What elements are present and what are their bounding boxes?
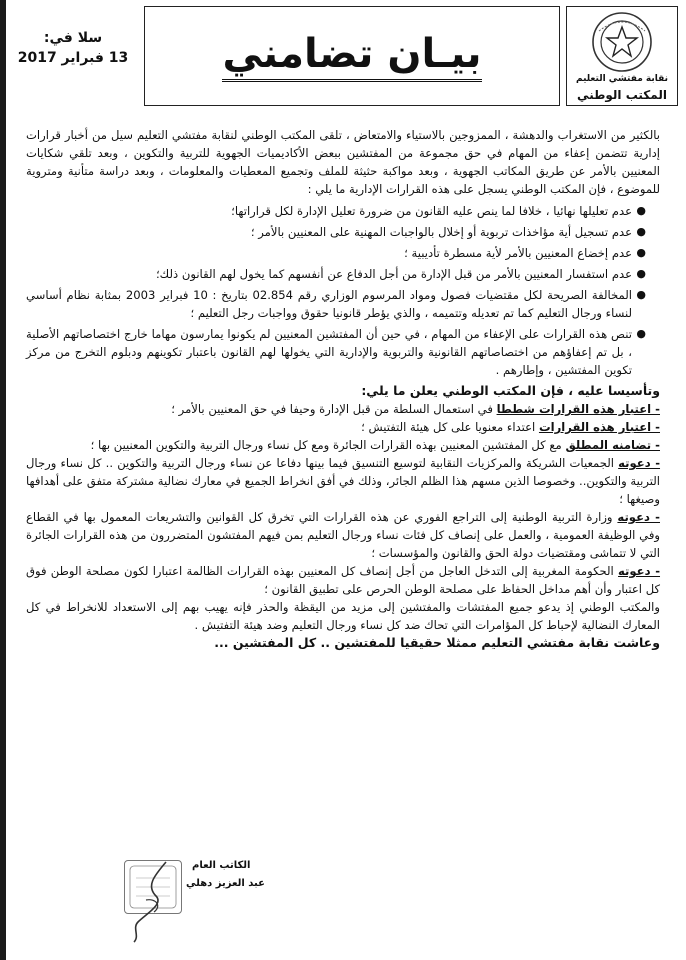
declaration-lead: - دعوته xyxy=(617,510,660,524)
declaration-text: الجمعيات الشريكة والمركزيات النقابية لتوسيع التنسيق فيما بينها دفاعا عن نساء ورجال التربية والتكوين .. كل نساء ورجال التربية والتكوين.. وخصوصا الذين مسهم هذا الظلم الجائر، وذلك في أفق انخراط الجميع في معارك نضالية مشتركة متفق على أهدافها وصيغها ؛ xyxy=(26,456,660,506)
bullet-icon: ● xyxy=(636,327,646,340)
list-item: ● عدم إخضاع المعنيين بالأمر لأية مسطرة تأديبية ؛ xyxy=(404,246,646,260)
document-header xyxy=(8,6,678,106)
declaration-lead: - دعوته xyxy=(618,456,661,470)
list-item: ● تنص هذه القرارات على الإعفاء من المهام ، في حين أن المفتشين المعنيين لم يكونوا يمارسون مهاما خارج اختصاصاتهم الأصلية ، بل تم إعفاؤهم من اختصاصاتهم القانونية والتربوية والإدارية التي يخولها لهم القانون باعتبار تكوينهم ودبلوم التخرج من مركز تكوين المفتشين ، وإطارهم . xyxy=(26,327,646,377)
declaration-text: مع كل المفتشين المعنيين بهذه القرارات الجائرة ومع كل نساء ورجال التربية والتكوين المعنيين بها ؛ xyxy=(90,438,566,452)
observations-list xyxy=(26,202,660,379)
statement-heading: وتأسيسا عليه ، فإن المكتب الوطني يعلن ما يلي: xyxy=(361,383,660,398)
bullet-icon: ● xyxy=(636,267,646,280)
bullet-icon: ● xyxy=(636,204,646,217)
document-title: بيـان تضامني xyxy=(222,31,481,82)
declaration-item xyxy=(26,418,660,436)
declaration-lead: - اعتبار هذه القرارات شططا xyxy=(496,402,660,416)
union-seal-icon xyxy=(591,11,653,73)
bullet-icon: ● xyxy=(636,288,646,301)
declaration-text: اعتداء معنويا على كل هيئة التفتيش ؛ xyxy=(361,420,539,434)
bureau-name: المكتب الوطني xyxy=(577,88,667,102)
declaration-text: وزارة التربية الوطنية إلى التراجع الفوري عن هذه القرارات التي تخرق كل القوانين والتشريعات المعمول بها في القطاع وفي الوظيفة العمومية ، والعمل على إنصاف كل فئات نساء ورجال التعليم بمن فيهم المفتشون المتضررون من هذه القرارات الجائرة التي لا تتماشى ومقتضيات دولة الحق والقانون والمؤسسات ؛ xyxy=(26,510,660,560)
title-box xyxy=(144,6,560,106)
declaration-lead: - دعوته xyxy=(618,564,661,578)
closing-slogan: وعاشت نقابة مفتشي التعليم ممثلا حقيقيا للمفتشين .. كل المفتشين ... xyxy=(214,635,660,650)
declaration-item xyxy=(26,454,660,508)
list-item: ● عدم تعليلها نهائيا ، خلافا لما ينص عليه القانون من ضرورة تعليل الإدارة لكل قراراتها؛ xyxy=(231,204,646,218)
list-item: ● عدم تسجيل أية مؤاخذات تربوية أو إخلال بالواجبات المهنية على المعنيين بالأمر ؛ xyxy=(250,225,646,239)
closing-paragraph: والمكتب الوطني إذ يدعو جميع المفتشات والمفتشين إلى مزيد من اليقظة والحذر فإنه يهيب بهم إلى الاستعداد للانخراط في كل المعارك النضالية لإحباط كل المؤامرات التي تحاك ضد كل نساء ورجال التعليم وضد هيئة التفتيش . xyxy=(26,600,660,632)
declaration-text: الحكومة المغربية إلى التدخل العاجل من أجل إنصاف كل المعنيين بهذه القرارات الظالمة اعتبارا لكون مصلحة الوطن فوق كل اعتبار وأن أهم مداخل الحفاظ على مصلحة الوطن الحرص على تطبيق القانون ؛ xyxy=(26,564,660,596)
signer-title: الكاتب العام xyxy=(192,860,251,871)
date-block xyxy=(8,6,138,106)
logo-caption: نقابة مفتشي التعليم xyxy=(576,74,668,84)
declaration-item xyxy=(26,400,660,418)
declaration-lead: - اعتبار هذه القرارات xyxy=(538,420,660,434)
declaration-item xyxy=(26,436,660,454)
intro-paragraph: بالكثير من الاستغراب والدهشة ، الممزوجين بالاستياء والامتعاض ، تلقى المكتب الوطني لنقابة مفتشي التعليم سيل من أخبار قرارات إدارية تتضمن إعفاء من المهام في حق مجموعة من المفتشين ببعض الأكاديميات الجهوية للتربية والتكوين ، وبعد تلقي شكايات المعنيين بالأمر عن طريق المكاتب الجهوية ، وبعد مواكبة حثيثة للملف وتجميع المعطيات والمعلومات ، وبعد دراسة متأنية ومتروية للموضوع ، فإن المكتب الوطني يسجل على هذه القرارات الإدارية ما يلي : xyxy=(26,128,660,196)
declaration-lead: - تضامنه المطلق xyxy=(565,438,660,452)
place-label: سلا في: xyxy=(43,30,103,46)
bullet-icon: ● xyxy=(636,225,646,238)
union-logo-box xyxy=(566,6,678,106)
handwritten-signature-icon xyxy=(116,856,186,946)
declaration-item xyxy=(26,508,660,562)
list-item: ● المخالفة الصريحة لكل مقتضيات فصول ومواد المرسوم الوزاري رقم 02.854 بتاريخ : 10 فبراير 2003 بمثابة نظام أساسي لنساء ورجال التعليم كما تم تعديله وتتميمه ، والذي يؤطر قانونيا حقوق وواجبات رجل التعليم ؛ xyxy=(26,288,646,320)
declaration-item xyxy=(26,562,660,598)
signer-name: عبد العزيز دهلي xyxy=(186,878,265,889)
declaration-text: في استعمال السلطة من قبل الإدارة وحيفا في حق المعنيين بالأمر ؛ xyxy=(171,402,497,416)
bullet-icon: ● xyxy=(636,246,646,259)
document-date: 13 فبراير 2017 xyxy=(17,50,129,66)
list-item: ● عدم استفسار المعنيين بالأمر من قبل الإدارة من أجل الدفاع عن أنفسهم كما يخول لهم القانون ذلك؛ xyxy=(155,267,646,281)
document-body xyxy=(26,126,660,652)
